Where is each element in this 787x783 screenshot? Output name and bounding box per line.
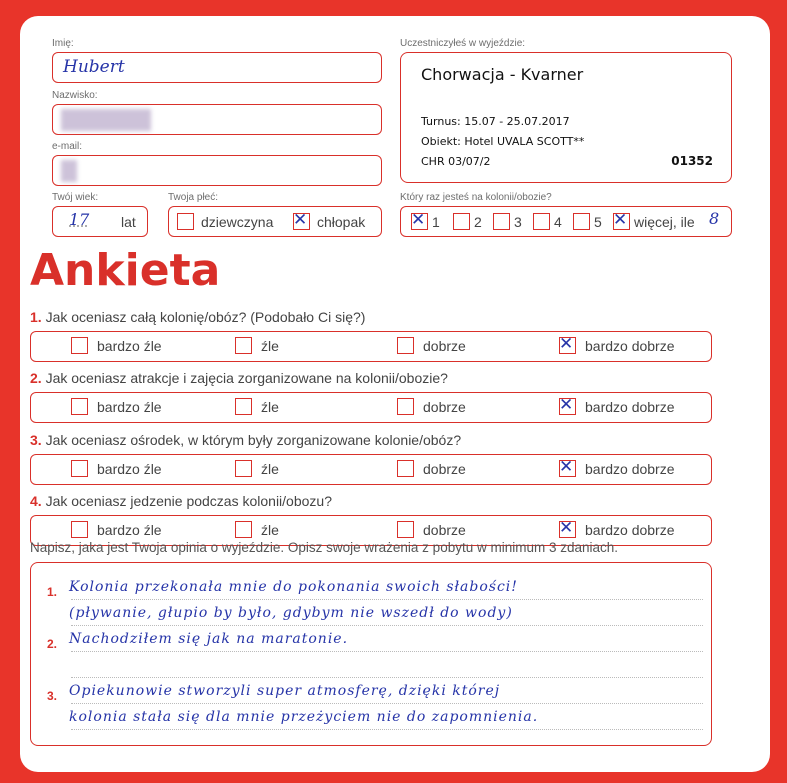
answer-checkbox[interactable] [559,337,576,354]
ruled-line [71,599,703,600]
age-label: Twój wiek: [52,192,99,203]
gender-female-label: dziewczyna [201,214,274,230]
times-4-checkbox[interactable] [533,213,550,230]
trip-object: Obiekt: Hotel UVALA SCOTT** [421,135,585,148]
name-label: Imię: [52,38,74,49]
age-field[interactable] [52,206,148,237]
times-field [400,206,732,237]
opinion-box[interactable] [30,562,712,746]
answer-checkbox[interactable] [397,521,414,538]
trip-code: CHR 03/07/2 [421,155,491,168]
age-unit: lat [121,214,136,230]
times-1-label: 1 [432,214,440,230]
times-label: Który raz jesteś na kolonii/obozie? [400,192,552,203]
times-2-checkbox[interactable] [453,213,470,230]
answer-checkbox[interactable] [397,460,414,477]
survey-title: Ankieta [30,245,221,296]
question-text: Jak oceniasz ośrodek, w którym były zorganizowane kolonie/obóz? [45,432,462,448]
name-value: Hubert [63,57,125,77]
answer-label: bardzo dobrze [585,399,675,415]
question-number: 1. [30,309,42,325]
answer-label: dobrze [423,461,466,477]
gender-label: Twoja płeć: [168,192,219,203]
opinion-number-1: 1. [47,585,58,599]
email-field[interactable] [52,155,382,186]
answer-row-1 [30,331,712,362]
answer-label: źle [261,399,279,415]
question-4 [30,493,332,509]
opinion-line-3: Nachodziłem się jak na maratonie. [69,631,349,647]
times-more-label: więcej, ile [634,214,695,230]
answer-label: źle [261,522,279,538]
ruled-line [71,677,703,678]
answer-checkbox[interactable] [397,337,414,354]
email-label: e-mail: [52,141,83,152]
gender-field [168,206,382,237]
age-value: 17 [69,210,90,229]
answer-label: bardzo źle [97,461,162,477]
answer-checkbox[interactable] [71,398,88,415]
ruled-line [71,703,703,704]
surname-field[interactable] [52,104,382,135]
question-1 [30,309,365,325]
redacted-email [61,160,77,182]
question-number: 4. [30,493,42,509]
answer-checkbox[interactable] [235,337,252,354]
answer-label: źle [261,338,279,354]
trip-name: Chorwacja - Kvarner [421,65,584,84]
ruled-line [71,625,703,626]
times-3-checkbox[interactable] [493,213,510,230]
answer-checkbox[interactable] [235,521,252,538]
times-1-checkbox[interactable] [411,213,428,230]
answer-checkbox[interactable] [71,460,88,477]
times-3-label: 3 [514,214,522,230]
question-text: Jak oceniasz jedzenie podczas kolonii/obozu? [45,493,332,509]
trip-number: 01352 [671,154,713,168]
answer-label: bardzo dobrze [585,522,675,538]
ruled-line [71,651,703,652]
times-more-value: 8 [709,209,720,228]
trip-turnus: Turnus: 15.07 - 25.07.2017 [421,115,570,128]
answer-checkbox[interactable] [71,337,88,354]
opinion-line-5: kolonia stała się dla mnie przeżyciem nie do zapomnienia. [69,709,539,725]
trip-label: Uczestniczyłeś w wyjeździe: [400,38,526,49]
answer-checkbox[interactable] [559,460,576,477]
gender-male-label: chłopak [317,214,366,230]
opinion-line-1: Kolonia przekonała mnie do pokonania swoich słabości! [69,579,518,595]
times-4-label: 4 [554,214,562,230]
times-2-label: 2 [474,214,482,230]
answer-checkbox[interactable] [235,398,252,415]
name-field[interactable] [52,52,382,83]
answer-row-2 [30,392,712,423]
question-text: Jak oceniasz atrakcje i zajęcia zorganizowane na kolonii/obozie? [45,370,448,386]
question-number: 3. [30,432,42,448]
answer-label: dobrze [423,338,466,354]
opinion-prompt: Napisz, jaka jest Twoja opinia o wyjeździe. Opisz swoje wrażenia z pobytu w minimum 3 zdaniach. [30,540,619,555]
answer-checkbox[interactable] [235,460,252,477]
gender-female-checkbox[interactable] [177,213,194,230]
times-5-checkbox[interactable] [573,213,590,230]
question-number: 2. [30,370,42,386]
answer-label: dobrze [423,399,466,415]
opinion-line-2: (pływanie, głupio by było, gdybym nie wszedł do wody) [69,605,513,621]
answer-label: bardzo źle [97,338,162,354]
ruled-line [71,729,703,730]
answer-label: bardzo dobrze [585,461,675,477]
surname-label: Nazwisko: [52,90,98,101]
answer-row-3 [30,454,712,485]
redacted-surname [61,109,151,131]
answer-checkbox[interactable] [559,521,576,538]
opinion-number-2: 2. [47,637,58,651]
times-5-label: 5 [594,214,602,230]
times-more-checkbox[interactable] [613,213,630,230]
answer-label: bardzo dobrze [585,338,675,354]
question-2 [30,370,448,386]
answer-checkbox[interactable] [71,521,88,538]
answer-checkbox[interactable] [559,398,576,415]
trip-info-box [400,52,732,183]
answer-checkbox[interactable] [397,398,414,415]
answer-label: bardzo źle [97,522,162,538]
opinion-number-3: 3. [47,689,58,703]
answer-label: dobrze [423,522,466,538]
gender-male-checkbox[interactable] [293,213,310,230]
opinion-line-4: Opiekunowie stworzyli super atmosferę, dzięki której [69,683,501,699]
question-3 [30,432,461,448]
question-text: Jak oceniasz całą kolonię/obóz? (Podobało Ci się?) [45,309,366,325]
answer-label: bardzo źle [97,399,162,415]
answer-label: źle [261,461,279,477]
